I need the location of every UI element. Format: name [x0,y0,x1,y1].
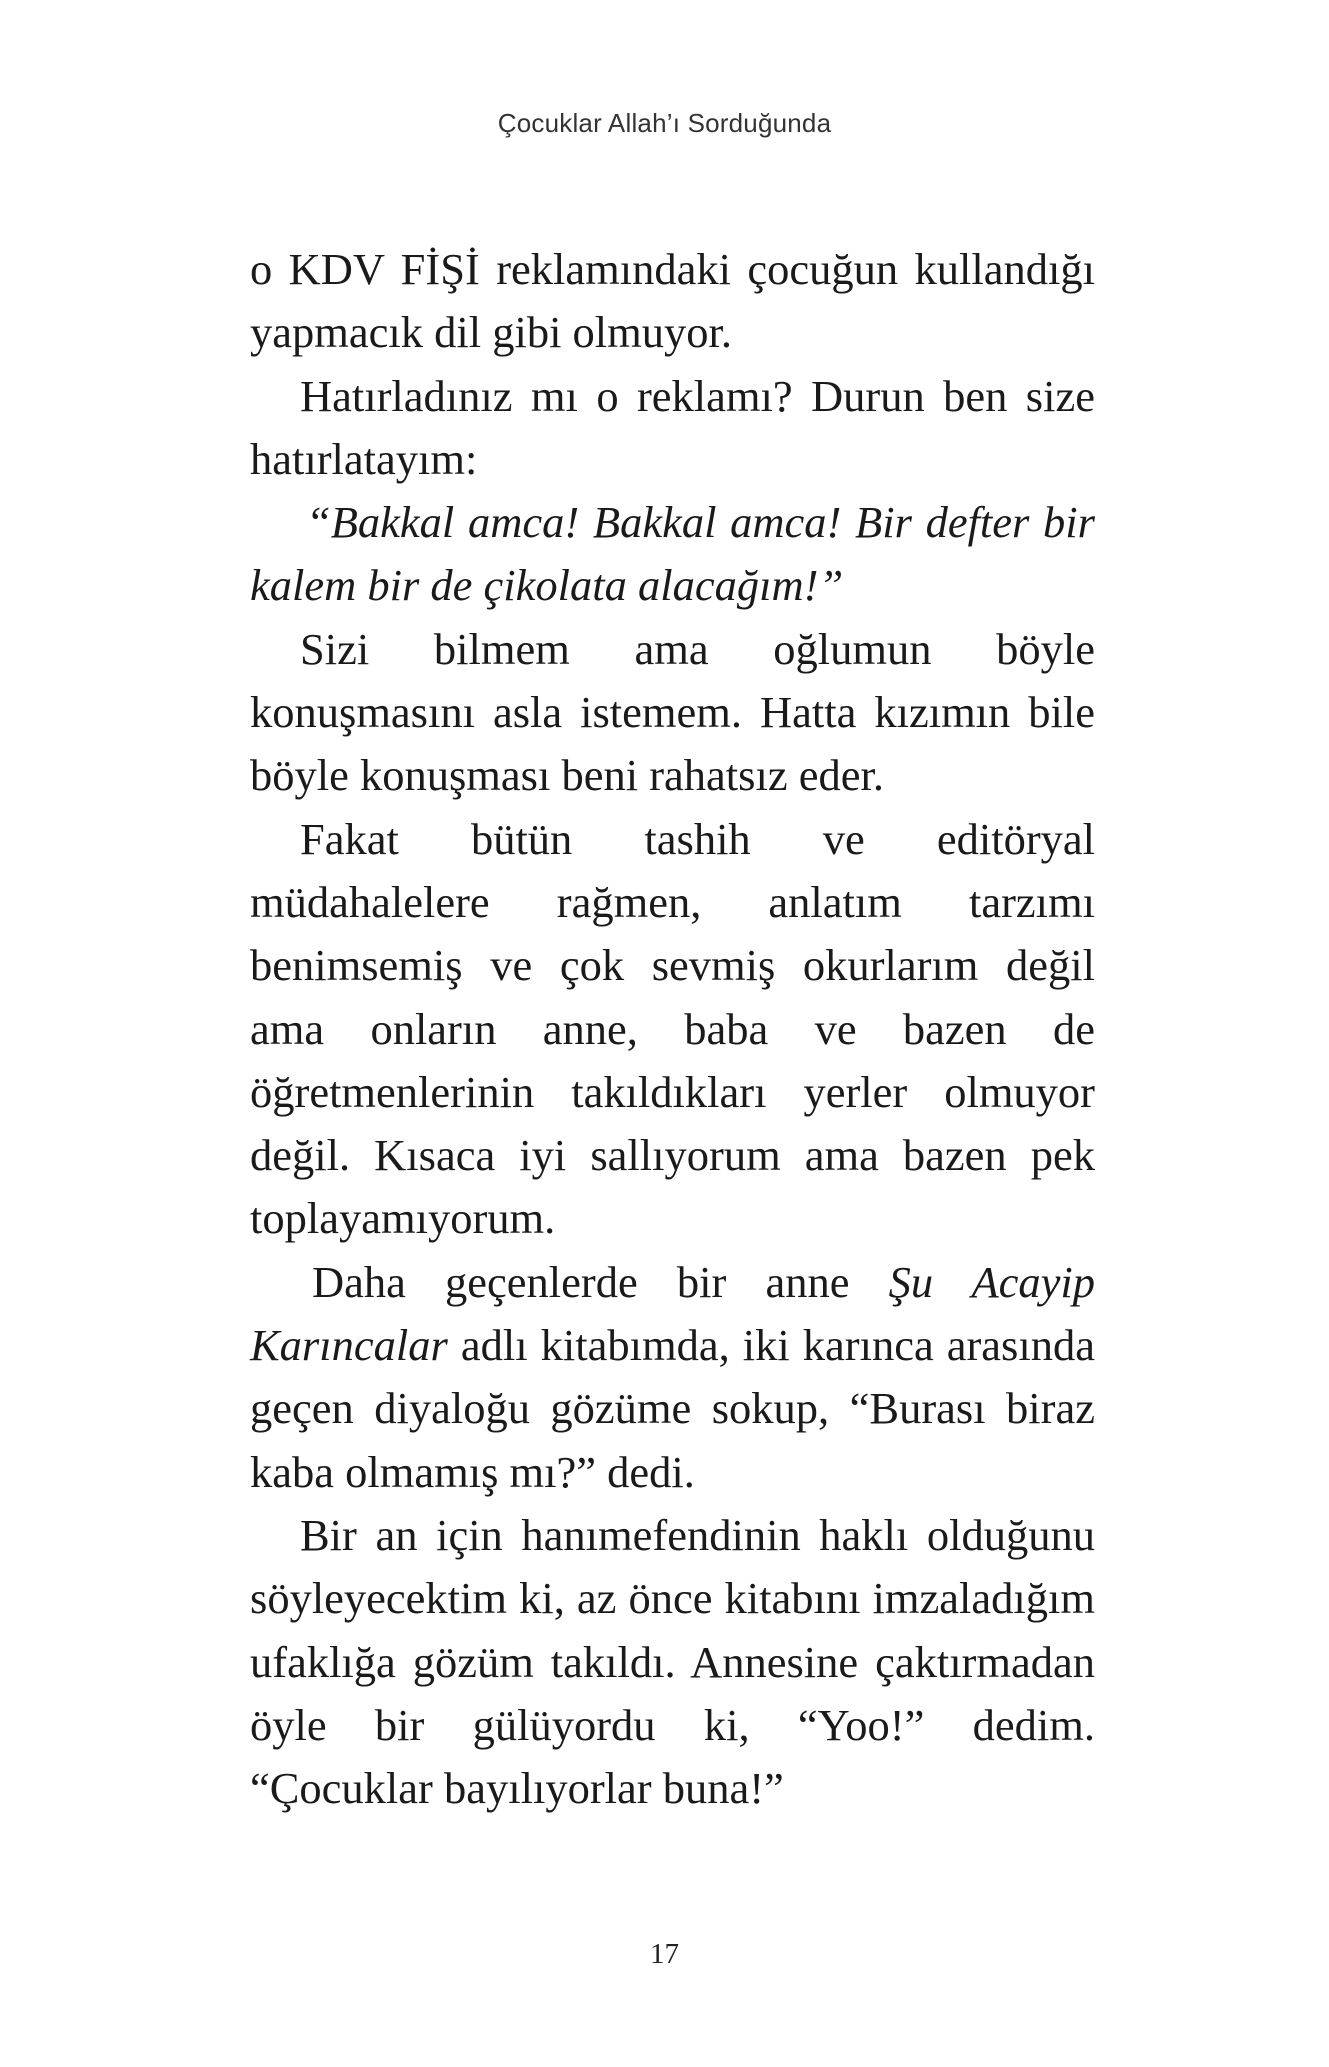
paragraph-6-text-before: Daha geçenlerde bir anne [312,1256,889,1307]
body-text [250,238,1095,1820]
paragraph-7: Bir an için hanımefendinin haklı olduğunu söyleyecektim ki, az önce kitabını imzaladığım ufaklığa gözüm takıldı. Annesine çaktırmadan öyle bir gülüyordu ki, “Yoo!” dedim. “Çocuklar bayılıyorlar buna!” [250,1509,1095,1814]
page-number: 17 [650,1938,679,1970]
paragraph-6 [250,1251,1095,1504]
paragraph-2: Hatırladınız mı o reklamı? Durun ben size hatırlatayım: [250,370,1095,484]
paragraph-6-text-after: adlı kitabımda, iki karınca arasında geçen diyaloğu gözüme sokup, “Burası biraz kaba olmamış mı?” dedi. [250,1320,1095,1497]
paragraph-1: o KDV FİŞİ reklamındaki çocuğun kullandığı yapmacık dil gibi olmuyor. [250,244,1095,358]
book-title: Şu Acayip Karıncalar [250,1256,1096,1371]
paragraph-5: Fakat bütün tashih ve editöryal müdahalelere rağmen, anlatım tarzımı benimsemiş ve çok sevmiş okurlarım değil ama onların anne, baba ve bazen de öğretmenlerinin takıldıkları yerler olmuyor değil. Kısaca iyi sallıyorum ama bazen pek toplayamıyorum. [250,813,1095,1244]
paragraph-4: Sizi bilmem ama oğlumun böyle konuşmasını asla istemem. Hatta kızımın bile böyle konuşması beni rahatsız eder. [250,623,1095,801]
paragraph-3-quote: “Bakkal amca! Bakkal amca! Bir defter bir kalem bir de çikolata alacağım!” [250,497,1095,611]
running-head-title: Çocuklar Allah’ı Sorduğunda [497,108,832,138]
